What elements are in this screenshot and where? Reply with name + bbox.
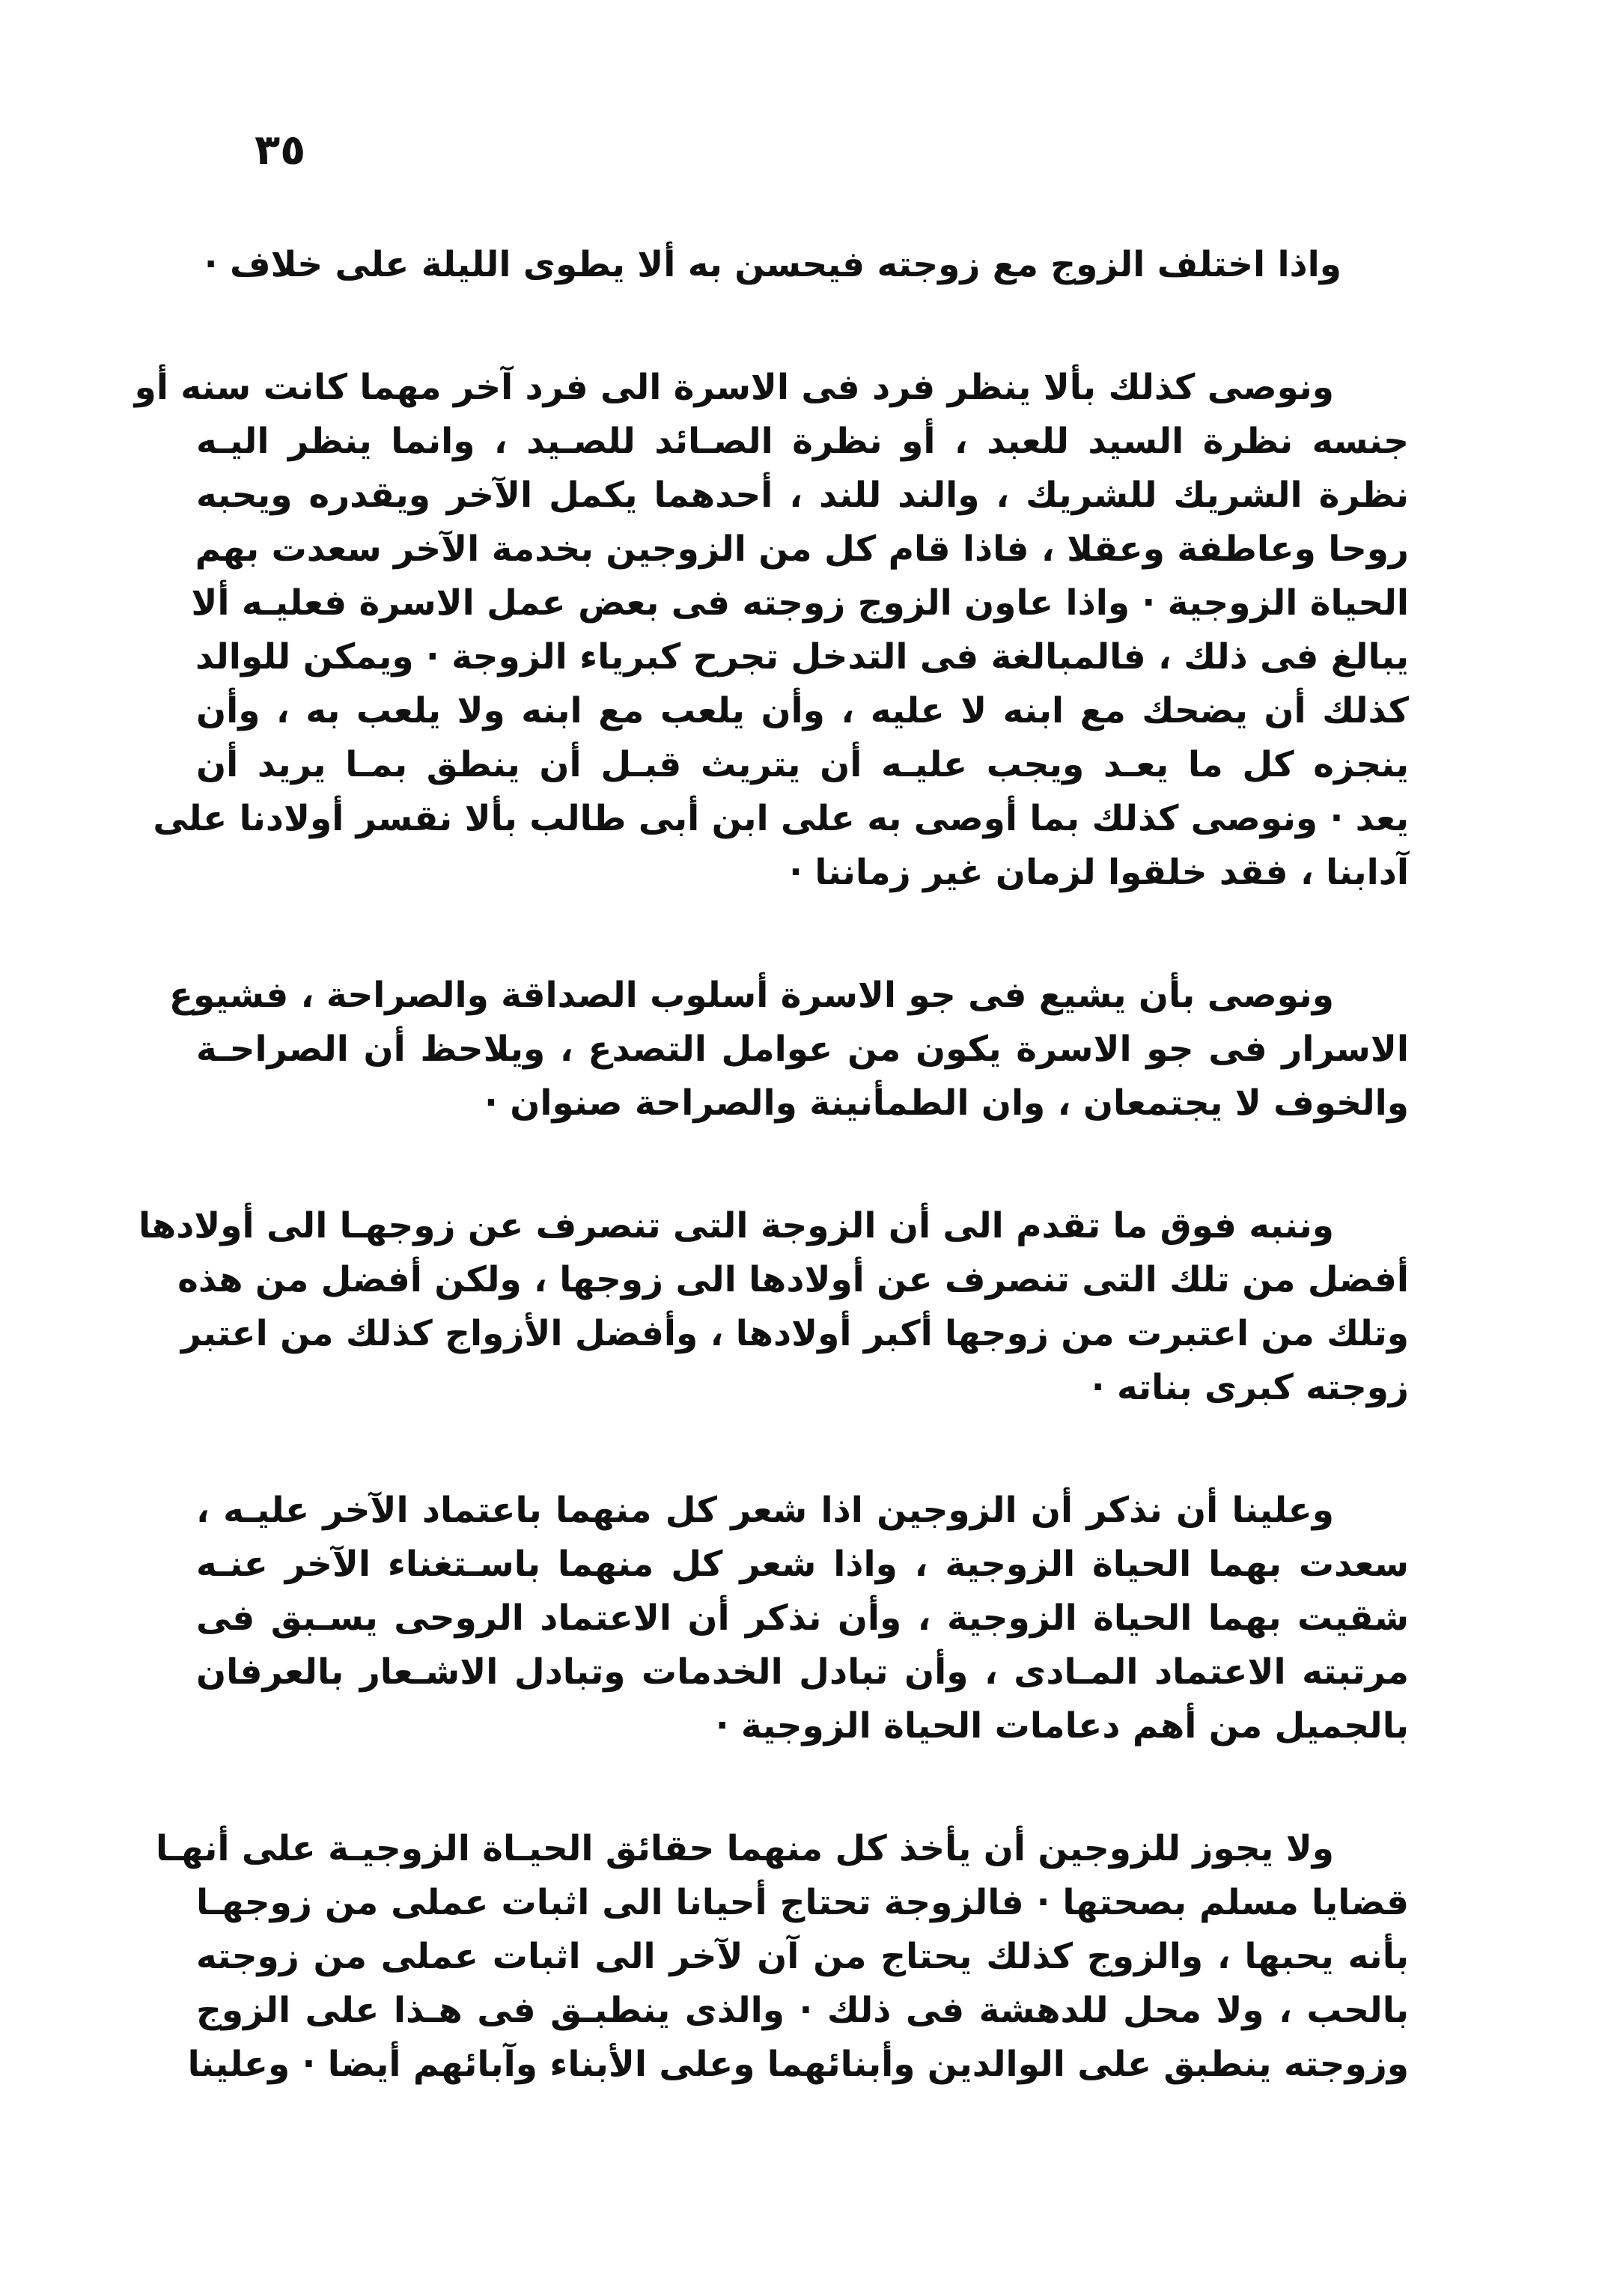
text-line: ونوصى كذلك بألا ينظر فرد فى الاسرة الى فرد آخر مهما كانت سنه أو: [134, 367, 1334, 408]
text-line: شقيت بهما الحياة الزوجية ، وأن نذكر أن الاعتماد الروحى يسـبق فى: [196, 1598, 1409, 1639]
text-line: وعلينا أن نذكر أن الزوجين اذا شعر كل منهما باعتماد الآخر عليـه ،: [196, 1490, 1334, 1531]
text-line: نظرة الشريك للشريك ، والند للند ، أحدهما يكمل الآخر ويقدره ويحبه: [196, 475, 1409, 516]
text-line: وزوجته ينطبق على الوالدين وأبنائهما وعلى الأبناء وآبائهم أيضا · وعلينا: [187, 2044, 1409, 2085]
text-line: زوجته كبرى بناته ·: [1091, 1367, 1409, 1408]
text-line: ينجزه كل ما يعـد ويجب عليـه أن يتريث قبـل أن ينطق بمـا يريد أن: [196, 744, 1409, 785]
text-line: سعدت بهما الحياة الزوجية ، واذا شعر كل منهما باسـتغناء الآخر عنـه: [196, 1544, 1409, 1585]
text-line: ولا يجوز للزوجين أن يأخذ كل منهما حقائق الحيـاة الزوجيـة على أنهـا: [156, 1828, 1334, 1869]
text-line: وننبه فوق ما تقدم الى أن الزوجة التى تنصرف عن زوجهـا الى أولادها: [138, 1205, 1334, 1246]
text-line: يعد · ونوصى كذلك بما أوصى به على ابن أبى طالب بألا نقسر أولادنا على: [153, 798, 1409, 839]
text-line: مرتبته الاعتماد المـادى ، وأن تبادل الخدمات وتبادل الاشـعار بالعرفان: [196, 1651, 1409, 1693]
text-line: بالجميل من أهم دعامات الحياة الزوجية ·: [715, 1705, 1409, 1747]
text-line: واذا اختلف الزوج مع زوجته فيحسن به ألا يطوى الليلة على خلاف ·: [204, 244, 1341, 285]
page-body: [0, 238, 1605, 2092]
text-line: يبالغ فى ذلك ، فالمبالغة فى التدخل تجرح كبرياء الزوجة · ويمكن للوالد: [195, 636, 1409, 677]
text-line: ونوصى بأن يشيع فى جو الاسرة أسلوب الصداقة والصراحة ، فشيوع: [168, 975, 1334, 1016]
paragraph-6: [156, 1822, 1409, 2092]
paragraph-5: [196, 1484, 1409, 1753]
text-line: روحا وعاطفة وعقلا ، فاذا قام كل من الزوجين بخدمة الآخر سعدت بهم: [195, 529, 1409, 570]
paragraph-2: [134, 361, 1409, 900]
text-line: والخوف لا يجتمعان ، وان الطمأنينة والصراحة صنوان ·: [484, 1082, 1409, 1124]
text-line: بأنه يحبها ، والزوج كذلك يحتاج من آن لآخر الى اثبات عملى من زوجته: [196, 1936, 1409, 1977]
text-line: وتلك من اعتبرت من زوجها أكبر أولادها ، وأفضل الأزواج كذلك من اعتبر: [180, 1313, 1409, 1354]
paragraph-4: [138, 1199, 1409, 1415]
text-line: قضايا مسلم بصحتها · فالزوجة تحتاج أحيانا الى اثبات عملى من زوجهـا: [196, 1882, 1409, 1923]
paragraph-1: [204, 238, 1341, 292]
text-line: الاسرار فى جو الاسرة يكون من عوامل التصدع ، ويلاحظ أن الصراحـة: [196, 1029, 1409, 1070]
text-line: بالحب ، ولا محل للدهشة فى ذلك · والذى ينطبـق فى هـذا على الزوج: [196, 1990, 1409, 2031]
text-line: الحياة الزوجية · واذا عاون الزوج زوجته فى بعض عمل الاسرة فعليـه ألا: [191, 582, 1409, 624]
paragraph-3: [168, 969, 1409, 1130]
text-line: كذلك أن يضحك مع ابنه لا عليه ، وأن يلعب مع ابنه ولا يلعب به ، وأن: [196, 690, 1409, 731]
text-line: أفضل من تلك التى تنصرف عن أولادها الى زوجها ، ولكن أفضل من هذه: [177, 1259, 1409, 1300]
text-line: جنسه نظرة السيد للعبد ، أو نظرة الصـائد للصـيد ، وانما ينظر اليـه: [196, 421, 1409, 462]
page-number: ٣٥: [255, 126, 306, 174]
text-line: آدابنا ، فقد خلقوا لزمان غير زماننا ·: [789, 852, 1409, 893]
